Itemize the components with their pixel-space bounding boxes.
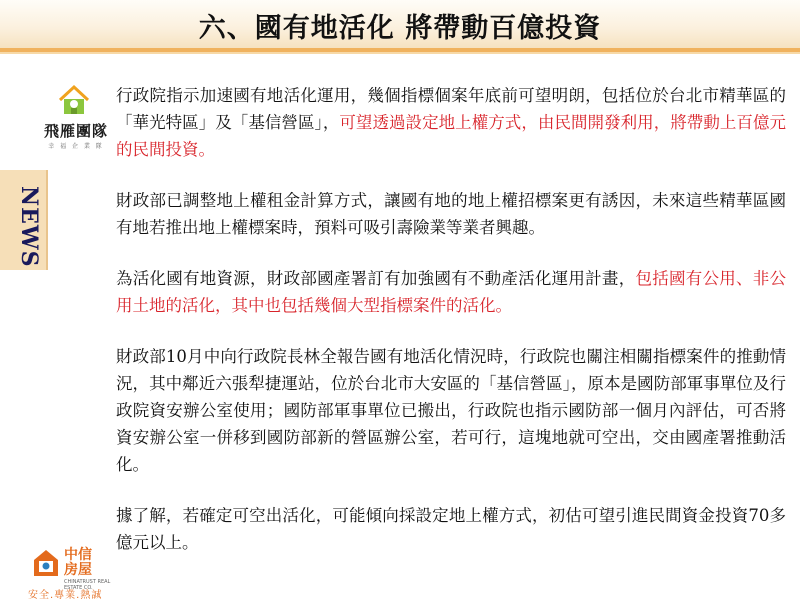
paragraph-text: 據了解，若確定可空出活化，可能傾向採設定地上權方式，初估可望引進民間資金投資70多億元以上。 [116,506,786,552]
paragraph [116,502,786,556]
team-logo [40,82,110,154]
paragraph-highlight: 包括國有公用、非公用土地的活化，其中也包括幾個大型指標案件的活化。 [116,269,787,315]
house-mark-icon [32,548,60,578]
company-logo-name: 中信房屋 [64,547,92,578]
page-title: 六、國有地活化 將帶動百億投資 [198,13,602,44]
news-label: NEWS [16,186,42,268]
news-side-tab [0,170,48,270]
team-logo-subtitle: 幸 福 企 業 隊 [48,143,104,150]
paragraph-text: 為活化國有地資源，財政部國產署訂有加強國有不動產活化運用計畫， [116,269,636,288]
header-bar [0,0,800,52]
company-slogan: 安全.專業.熱誠 [28,590,103,600]
header-divider [0,52,800,54]
team-logo-name: 飛雁團隊 [43,122,108,140]
paragraph-highlight: 可望透過設定地上權方式，由民間開發利用，將帶動上百億元的民間投資。 [116,113,787,159]
paragraph [116,82,786,163]
paragraph-text: 行政院指示加速國有地活化運用，幾個指標個案年底前可望明朗，包括位於台北市精華區的「華光特區」及「基信營區」， [116,86,786,132]
company-logo [28,547,118,600]
paragraph [116,187,786,241]
paragraph-text: 財政部10月中向行政院長林全報告國有地活化情況時，行政院也關注相關指標案件的推動情況，其中鄰近六張犁捷運站，位於台北市大安區的「基信營區」，原本是國防部軍事單位及行政院資安辦公室使用；國防部軍事單位已搬出，行政院也指示國防部一個月內評估，可否將資安辦公室一併移到國防部新的營區辦公室，若可行，這塊地就可空出，交由國產署推動活化。 [116,347,786,474]
company-logo-english: CHINATRUST REAL ESTATE CO. [64,579,111,591]
paragraph-text: 財政部已調整地上權租金計算方式，讓國有地的地上權招標案更有誘因，未來這些精華區國有地若推出地上權標案時，預料可吸引壽險業等業者興趣。 [116,191,786,237]
paragraph [116,265,786,319]
house-logo-icon [56,82,92,118]
paragraph [116,343,786,478]
article-body [116,82,786,580]
